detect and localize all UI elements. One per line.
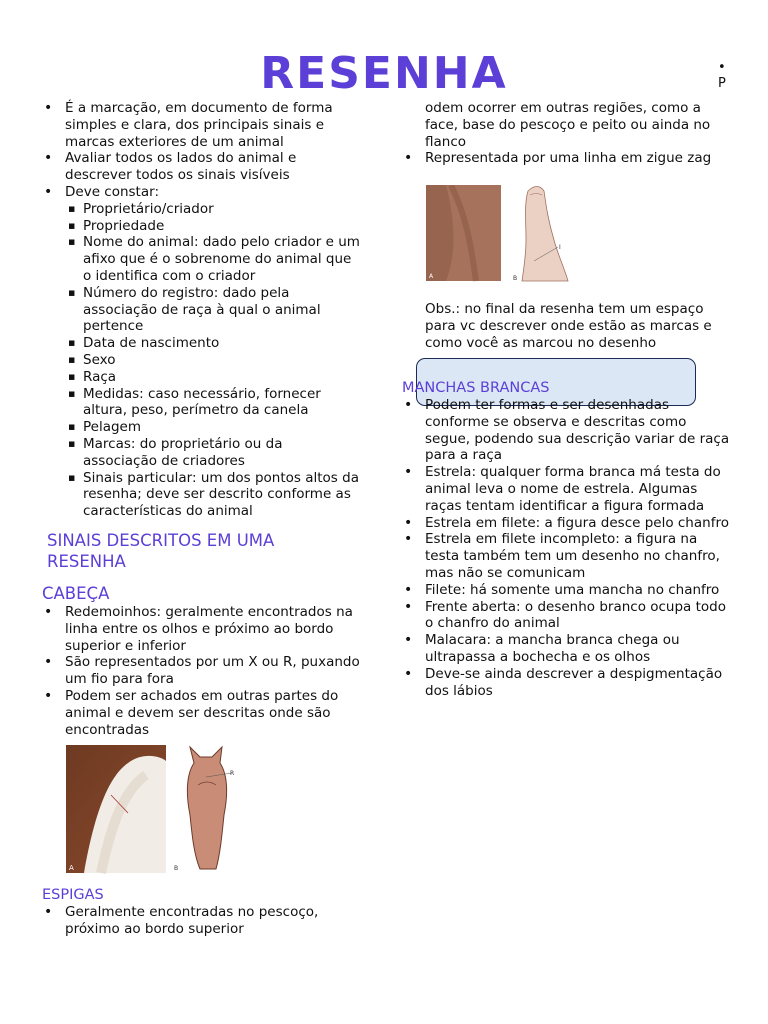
list-item: ▪ Proprietário/criador xyxy=(65,201,360,218)
obs-note xyxy=(400,301,730,351)
list-item: ▪ Propriedade xyxy=(65,218,360,235)
list-item: ▪ Nome do animal: dado pelo criador e um afixo que é o sobrenome do animal que o identifica com o criador xyxy=(65,234,360,284)
list-item: • Estrela em filete incompleto: a figura na testa também tem um desenho no chanfro, mas não se comunicam xyxy=(400,531,730,581)
left-column xyxy=(40,100,360,520)
list-item: • É a marcação, em documento de forma simples e clara, dos principais sinais e marcas exteriores de um animal xyxy=(40,100,360,150)
manchas-heading: MANCHAS BRANCAS xyxy=(402,380,550,396)
espigas-section xyxy=(40,886,360,938)
neck-outline xyxy=(513,187,568,283)
label-b: B xyxy=(174,865,179,872)
list-item: • Podem ser achados em outras partes do animal e devem ser descritas onde são encontradas xyxy=(40,688,360,738)
list-item: ▪ Sexo xyxy=(65,352,360,369)
corner-fragment xyxy=(718,60,726,92)
list-item: ▪ Medidas: caso necessário, fornecer altura, peso, perímetro da canela xyxy=(65,386,360,420)
list-item: ▪ Raça xyxy=(65,369,360,386)
obs-text: Obs.: no final da resenha tem um espaço para vc descrever onde estão as marcas e como você as marcou no desenho xyxy=(425,301,712,351)
label-a: A xyxy=(429,273,434,280)
list-item: • Estrela: qualquer forma branca má testa do animal leva o nome de estrela. Algumas raças tentam identificar a figura formada xyxy=(400,464,730,514)
manchas-list xyxy=(400,397,730,699)
list-item: • Frente aberta: o desenho branco ocupa todo o chanfro do animal xyxy=(400,599,730,633)
manchas-section xyxy=(400,379,730,699)
list-item-label: Deve constar: xyxy=(65,183,159,200)
label-i: I xyxy=(559,244,561,251)
list-item: • Malacara: a mancha branca chega ou ultrapassa a bochecha e os olhos xyxy=(400,632,730,666)
list-item: ▪ Pelagem xyxy=(65,419,360,436)
constar-list xyxy=(65,201,360,520)
list-item: • Redemoinhos: geralmente encontrados na linha entre os olhos e próximo ao bordo superior e inferior xyxy=(40,604,360,654)
page-title: RESENHA xyxy=(260,48,508,99)
list-item: ▪ Número do registro: dado pela associação de raça à qual o animal pertence xyxy=(65,285,360,335)
list-item: • Deve-se ainda descrever a despigmentação dos lábios xyxy=(400,666,730,700)
continued-text: odem ocorrer em outras regiões, como a face, base do pescoço e peito ou ainda no flanco xyxy=(425,100,711,150)
right-column-top xyxy=(400,100,730,167)
list-item: ▪ Data de nascimento xyxy=(65,335,360,352)
cabeca-list xyxy=(40,604,360,738)
list-item: • Estrela em filete: a figura desce pelo chanfro xyxy=(400,515,730,532)
head-outline xyxy=(174,747,234,872)
list-item: • Avaliar todos os lados do animal e descrever todos os sinais visíveis xyxy=(40,150,360,184)
label-b: B xyxy=(513,275,518,282)
label-r: R xyxy=(230,770,235,777)
list-item: • Podem ter formas e ser desenhadas conforme se observa e descritas como segue, podendo sua descrição variar de raça para a raça xyxy=(400,397,730,464)
section-heading: SINAIS DESCRITOS EM UMA RESENHA xyxy=(47,531,275,571)
list-item: • Representada por uma linha em zigue zag xyxy=(400,150,730,167)
corner-bullet: • xyxy=(718,60,726,75)
zigzag-list xyxy=(400,150,730,167)
list-item: • São representados por um X ou R, puxando um fio para fora xyxy=(40,654,360,688)
intro-list xyxy=(40,100,360,520)
cabeca-heading: CABEÇA xyxy=(42,584,110,603)
espigas-heading: ESPIGAS xyxy=(42,887,104,903)
list-item: • Filete: há somente uma mancha no chanfro xyxy=(400,582,730,599)
cabeca-section xyxy=(40,583,360,738)
list-item: • Geralmente encontradas no pescoço, próximo ao bordo superior xyxy=(40,904,360,938)
horse-head-figure xyxy=(66,745,246,875)
label-a: A xyxy=(69,864,74,872)
espigas-list xyxy=(40,904,360,938)
list-item xyxy=(40,184,360,520)
corner-letter: P xyxy=(718,76,726,91)
list-item: ▪ Marcas: do proprietário ou da associação de criadores xyxy=(65,436,360,470)
horse-neck-figure xyxy=(426,185,576,285)
list-item: ▪ Sinais particular: um dos pontos altos da resenha; deve ser descrito conforme as características do animal xyxy=(65,470,360,520)
